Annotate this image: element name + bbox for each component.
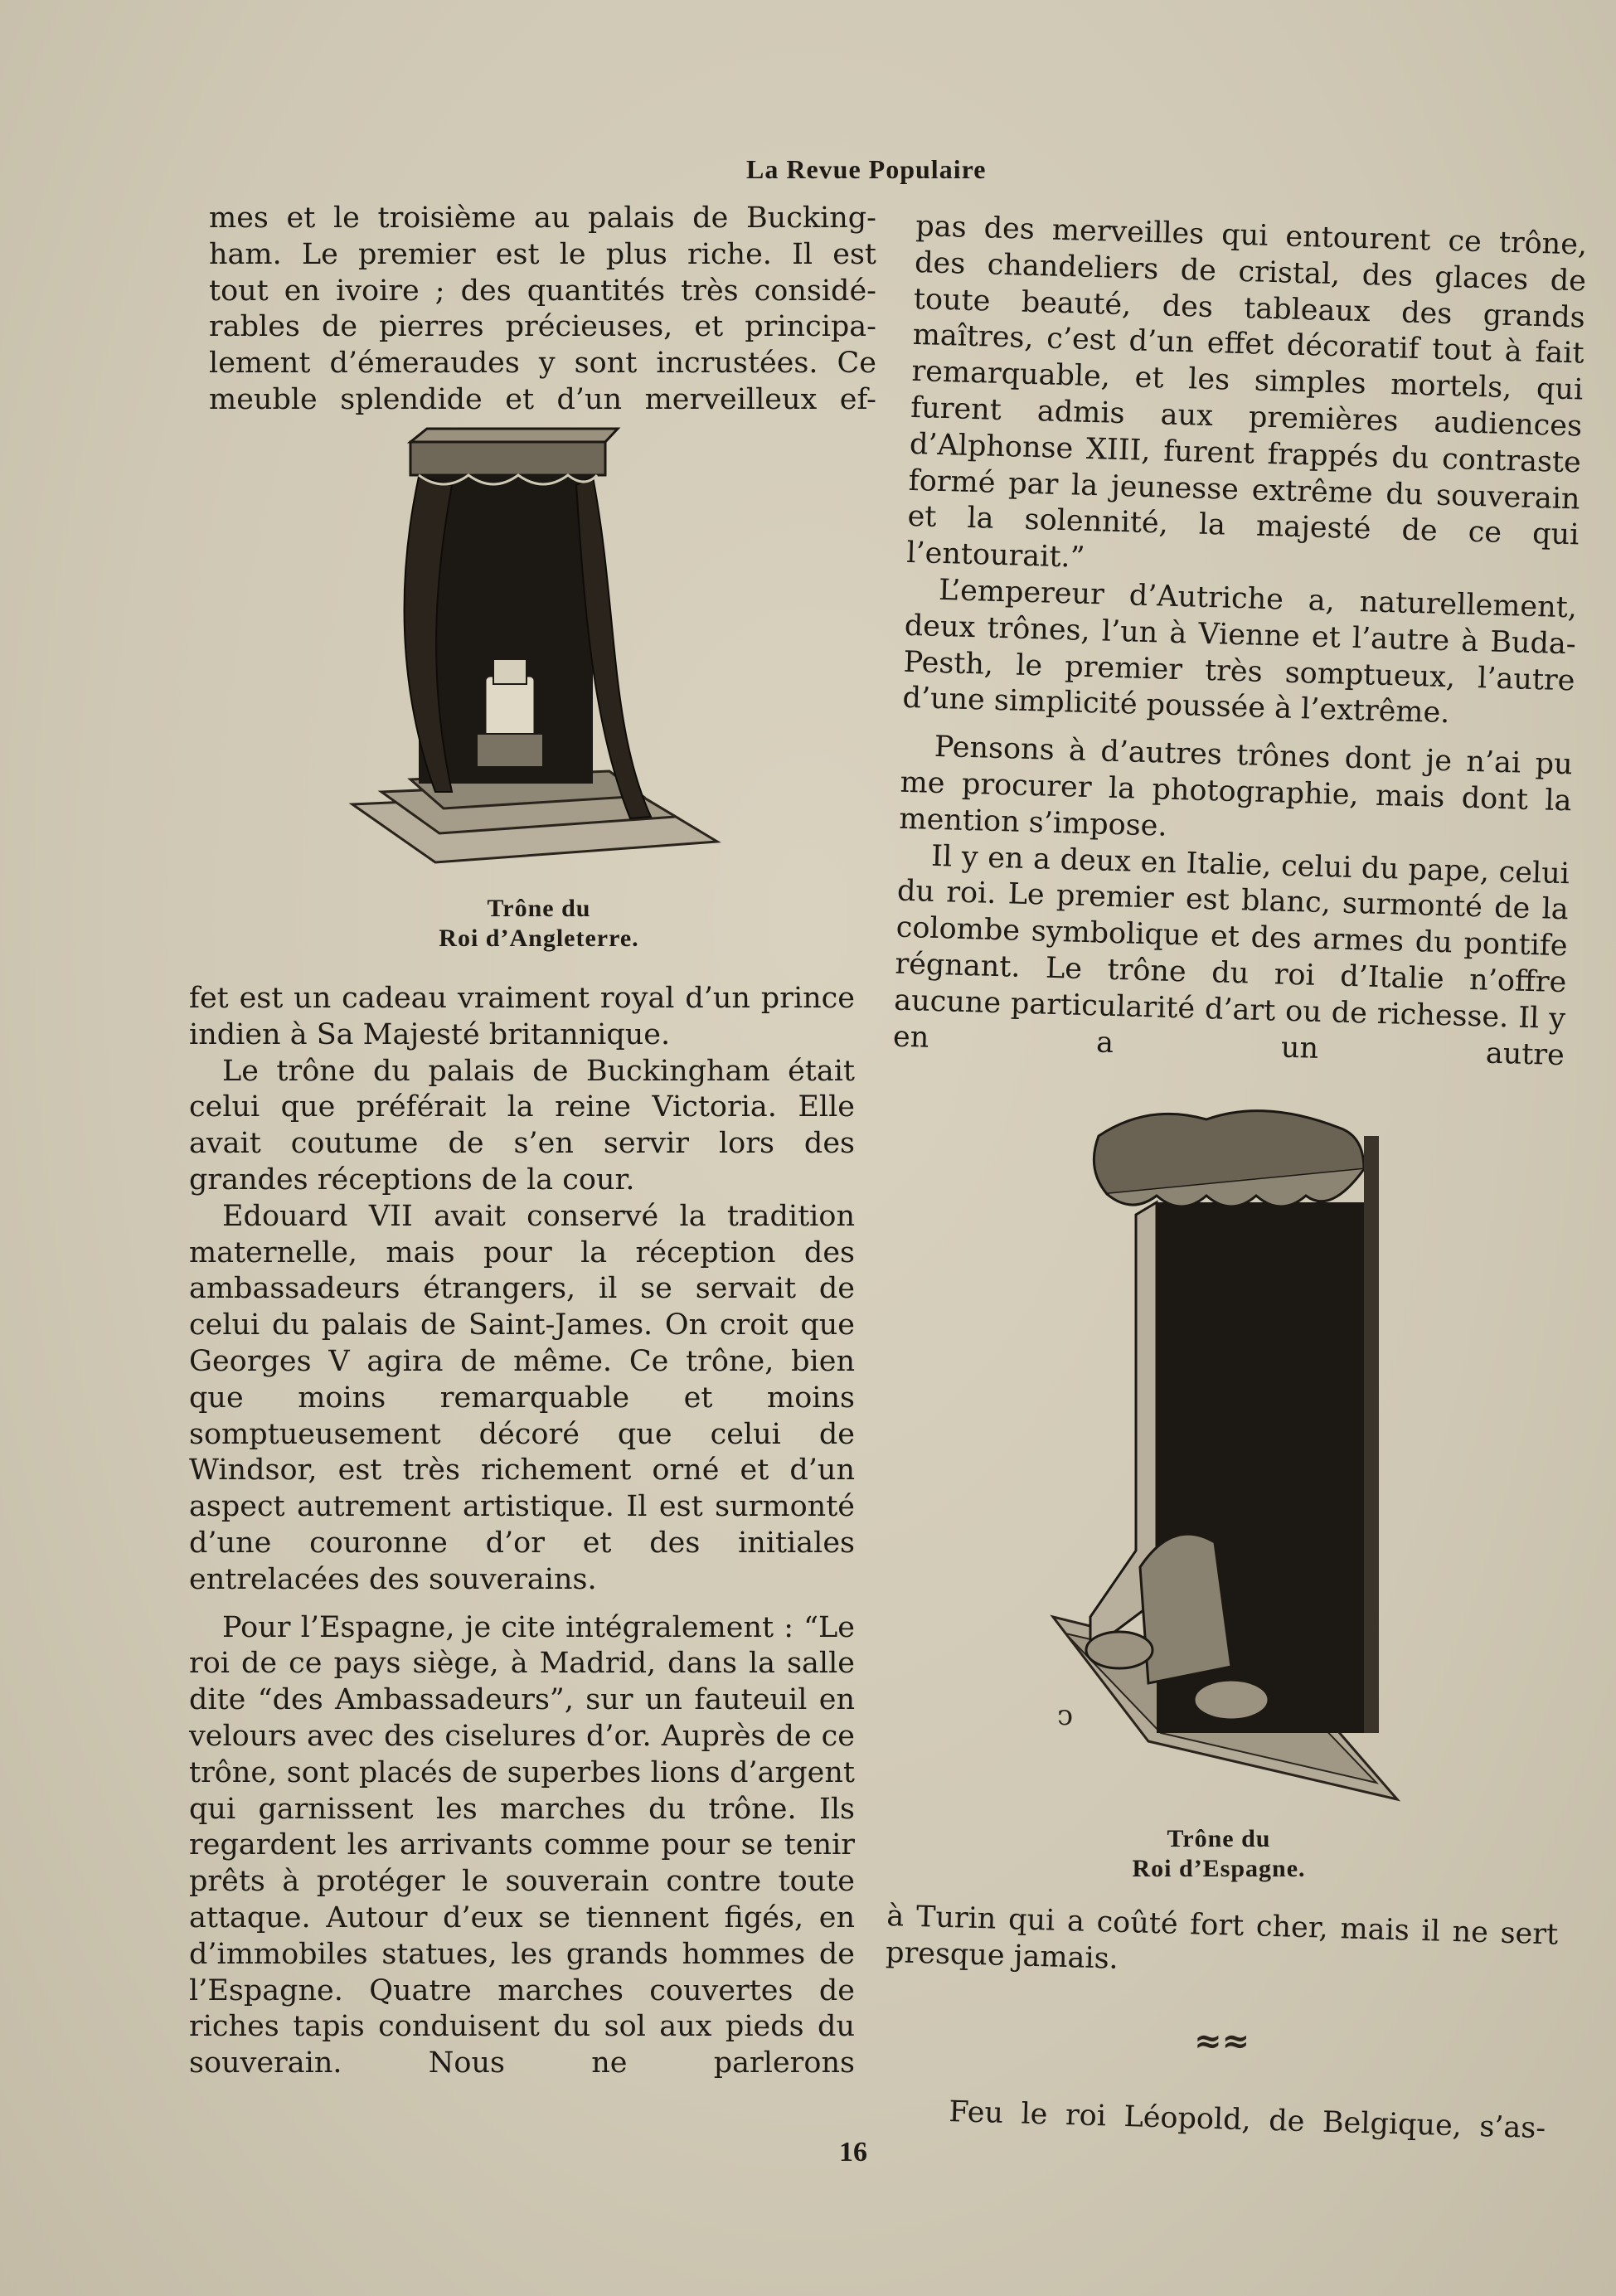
paragraph: Le trône du palais de Buckingham était celui que préférait la reine Victoria. Elle avait coutume de s’en servir lors des grandes réceptions de la cour.	[189, 1054, 855, 1197]
paragraph: Pensons à d’autres trônes dont je n’ai pu me procurer la photographie, mais dont la mention s’impose.	[898, 731, 1574, 843]
right-column-bottom	[886, 1899, 1559, 1990]
figure-caption-england	[365, 894, 713, 954]
left-column-bottom	[189, 981, 855, 2082]
throne-england-illustration	[344, 427, 726, 866]
paragraph: Feu le roi Léopold, de Belgique, s’as-	[948, 2095, 1546, 2146]
caption-line: Trône du	[487, 895, 591, 922]
right-column-top	[892, 209, 1587, 1075]
left-column-top	[209, 201, 876, 419]
paragraph: Pour l’Espagne, je cite intégralement : “Le roi de ce pays siège, à Madrid, dans la salle dite “des Ambassadeurs”, sur un fauteuil en velours avec des ciselures d’or. Auprès de ce trône, sont placés de superbes lions d’argent qui garnissent les marches du trône. Ils regardent les arrivants comme pour se tenir prêts à protéger le souverain contre toute attaque. Autour d’eux se tiennent figés, en d’immobiles statues, les grands hommes de l’Espagne. Quatre marches couvertes de riches tapis conduisent du sol aux pieds du souverain. Nous ne parlerons	[189, 1610, 855, 2080]
text-line: mes et le troisième au palais de Bucking-	[209, 201, 876, 235]
paragraph: Edouard VII avait conservé la tradition maternelle, mais pour la réception des ambassadeurs étrangers, il se servait de celui du palais de Saint-James. On croit que Georges V agira de même. Ce trône, bien que moins remarquable et moins somptueusement décoré que celui de Windsor, est très richement orné et d’un aspect autrement artistique. Il est surmonté d’une couronne d’or et des initiales entrelacées des souverains.	[189, 1199, 855, 1596]
paragraph: pas des merveilles qui entourent ce trône, des chandeliers de cristal, des glaces de toute beauté, des tableaux des grands maîtres, c’est d’un effet décoratif tout à fait remarquable, et les simples mortels, qui furent admis aux premières audiences d’Alphonse XIII, furent frappés du contraste formé par la jeunesse extrême du souverain et la solennité, la majesté de ce qui l’entourait.”	[905, 209, 1588, 575]
caption-line: Roi d’Espagne.	[1132, 1855, 1306, 1882]
caption-line: Roi d’Angleterre.	[439, 925, 639, 952]
text-line: meuble splendide et d’un merveilleux ef-	[209, 382, 876, 416]
paragraph: fet est un cadeau vraiment royal d’un prince indien à Sa Majesté britannique.	[189, 982, 855, 1051]
right-column-last	[915, 2094, 1546, 2148]
paragraph: L’empereur d’Autriche a, naturellement, deux trônes, l’un à Vienne et l’autre à Buda-Pesth, le premier très somptueux, l’autre d’une simplicité poussée à l’extrême.	[901, 573, 1578, 731]
text-line: lement d’émeraudes y sont incrustées. Ce	[209, 347, 876, 381]
paragraph: Il y en a deux en Italie, celui du pape, celui du roi. Le premier est blanc, surmonté de la colombe symbolique et des armes du pontife régnant. Le trône du roi d’Italie n’offre aucune particularité d’art ou de richesse. Il y en a un autre	[892, 839, 1570, 1072]
running-header: La Revue Populaire	[746, 154, 987, 184]
paragraph: à Turin qui a coûté fort cher, mais il ne sert presque jamais.	[885, 1899, 1559, 1976]
text-line: tout en ivoire ; des quantités très considé-	[209, 274, 876, 308]
figure-caption-spain	[1045, 1824, 1393, 1884]
page-number: 16	[839, 2137, 867, 2167]
section-divider: ≈≈	[1194, 2022, 1250, 2061]
text-line: rables de pierres précieuses, et principa-	[209, 310, 876, 344]
caption-line: Trône du	[1167, 1825, 1271, 1852]
throne-spain-illustration	[1041, 1103, 1405, 1808]
svg-text:ↄ: ↄ	[1057, 1699, 1074, 1732]
text-line: ham. Le premier est le plus riche. Il est	[209, 237, 876, 271]
